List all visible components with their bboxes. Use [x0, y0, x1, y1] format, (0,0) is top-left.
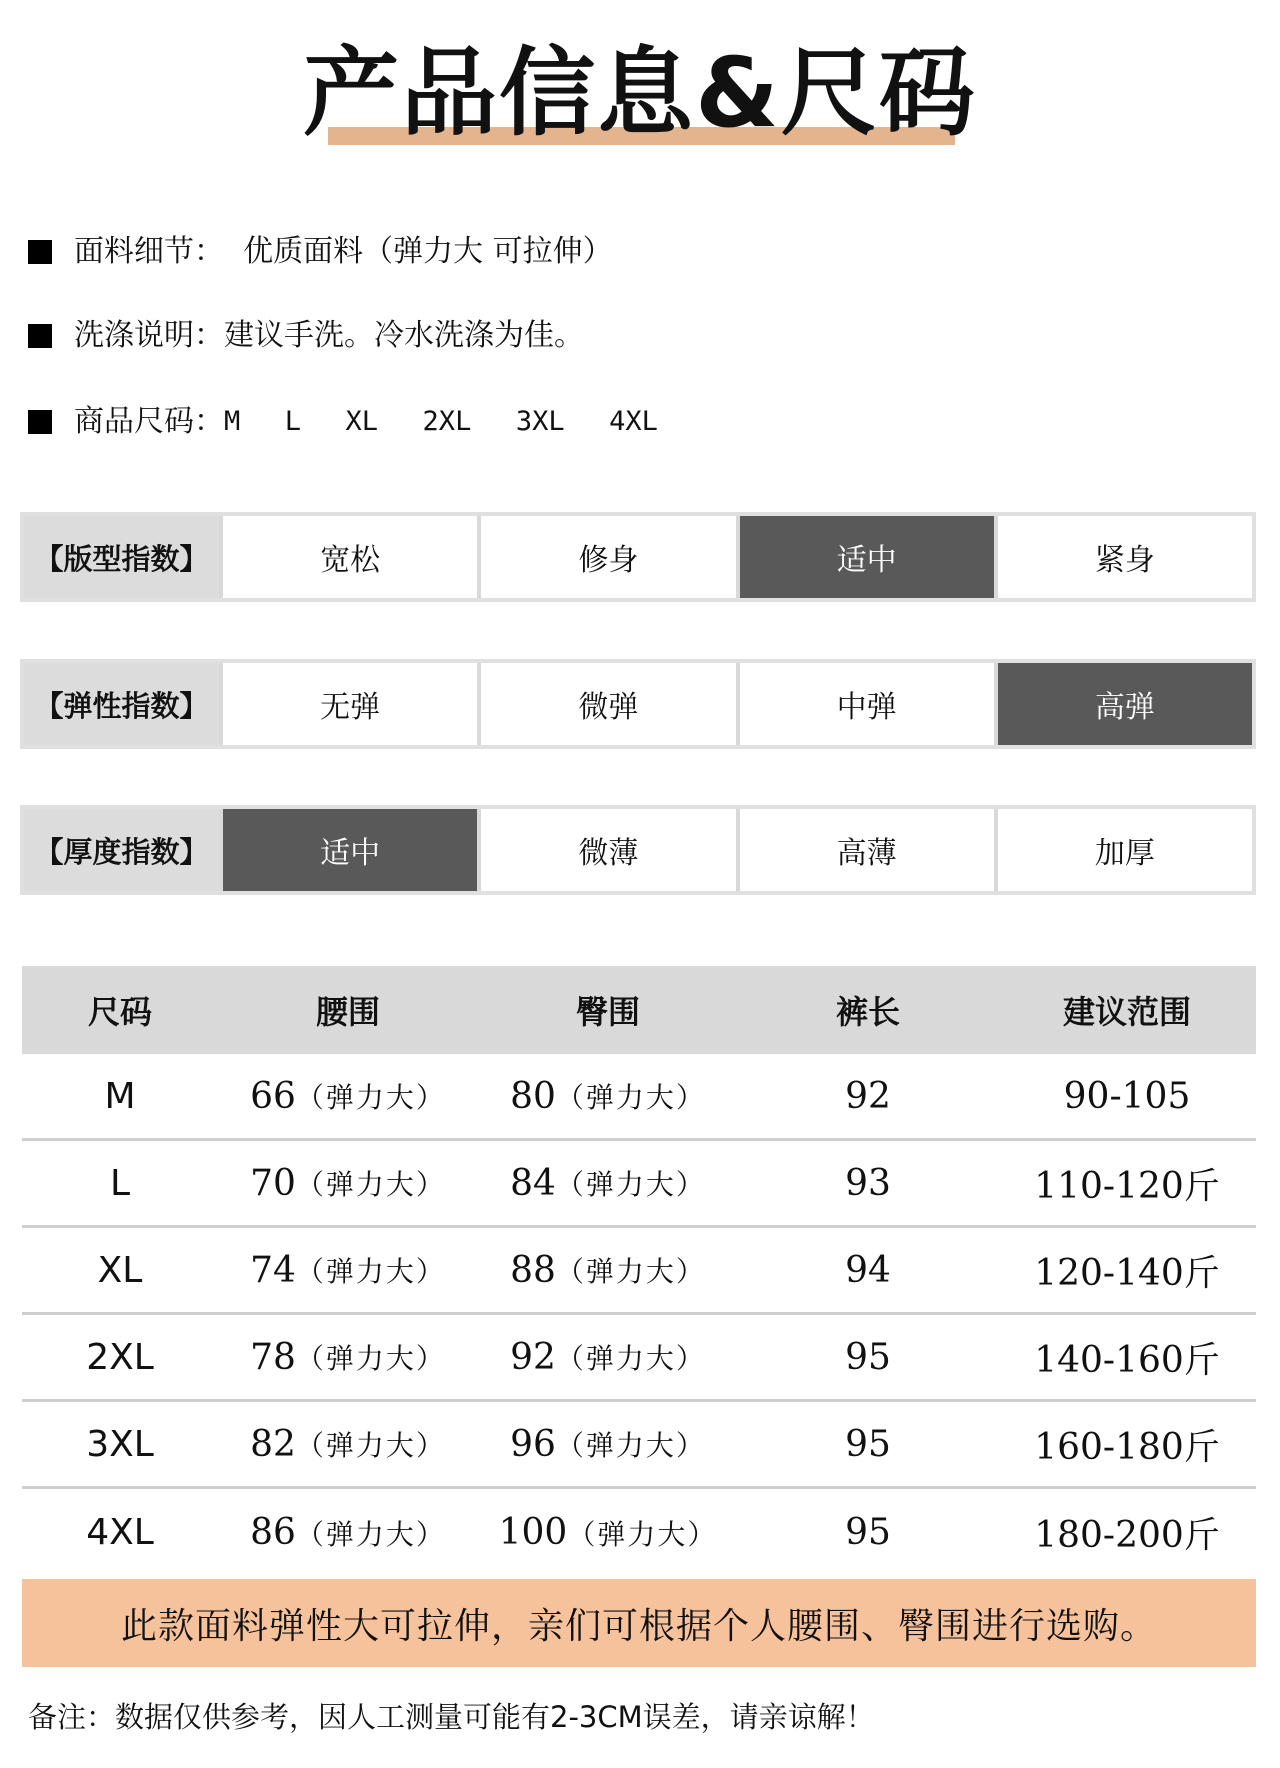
cell-length: 95	[845, 1512, 891, 1553]
cell-hip	[478, 1489, 738, 1576]
waist-value: 82	[250, 1423, 296, 1465]
fit-index-label: 【版型指数】	[24, 516, 219, 598]
cell-length: 95	[845, 1336, 891, 1378]
cell-length: 93	[845, 1162, 891, 1204]
cell-hip	[478, 1141, 738, 1225]
cell-range: 120-140斤	[1034, 1252, 1220, 1294]
waist-note: （弹力大）	[295, 1429, 446, 1462]
hip-note: （弹力大）	[555, 1429, 706, 1462]
cell-size: L	[109, 1162, 131, 1204]
waist-value: 70	[250, 1162, 296, 1204]
elasticity-option-none: 无弹	[219, 663, 477, 745]
waist-note: （弹力大）	[295, 1517, 446, 1551]
hip-value: 88	[510, 1249, 556, 1291]
elasticity-index-table	[20, 659, 1256, 749]
hip-note: （弹力大）	[555, 1342, 706, 1375]
waist-note: （弹力大）	[295, 1081, 446, 1114]
hip-note: （弹力大）	[555, 1081, 706, 1114]
table-row	[22, 1141, 1256, 1228]
cell-size: 3XL	[86, 1423, 154, 1465]
table-row	[22, 1402, 1256, 1489]
hip-value: 96	[510, 1423, 556, 1465]
header-size: 尺码	[87, 993, 152, 1031]
info-value: M L XL 2XL 3XL 4XL	[224, 406, 658, 437]
fit-index-table	[20, 512, 1256, 602]
cell-length: 94	[845, 1249, 891, 1291]
hip-note: （弹力大）	[555, 1255, 706, 1288]
hip-note: （弹力大）	[555, 1168, 706, 1201]
cell-waist	[218, 1402, 478, 1486]
thickness-option-thin: 高薄	[736, 809, 994, 891]
info-label: 面料细节：	[74, 234, 224, 269]
thickness-index-label: 【厚度指数】	[24, 809, 219, 891]
page-title: 产品信息&尺码	[303, 37, 977, 149]
elasticity-option-medium: 中弹	[736, 663, 994, 745]
cell-waist	[218, 1489, 478, 1576]
hip-value: 84	[510, 1162, 556, 1204]
fit-option-loose: 宽松	[219, 516, 477, 598]
info-value: 建议手洗。冷水洗涤为佳。	[224, 318, 584, 353]
waist-note: （弹力大）	[295, 1255, 446, 1288]
waist-value: 86	[250, 1512, 296, 1553]
square-bullet-icon	[28, 324, 52, 348]
elasticity-index-label: 【弹性指数】	[24, 663, 219, 745]
table-row	[22, 1228, 1256, 1315]
hip-value: 100	[498, 1512, 568, 1553]
cell-range: 160-180斤	[1034, 1426, 1220, 1468]
header-length: 裤长	[835, 993, 900, 1031]
cell-hip	[478, 1054, 738, 1138]
hip-value: 92	[510, 1336, 556, 1378]
elasticity-option-slight: 微弹	[477, 663, 735, 745]
fit-option-slim: 修身	[477, 516, 735, 598]
cell-range: 90-105	[1063, 1075, 1191, 1117]
square-bullet-icon	[28, 240, 52, 264]
cell-length: 92	[845, 1075, 891, 1117]
square-bullet-icon	[28, 410, 52, 434]
cell-length: 95	[845, 1423, 891, 1465]
waist-value: 74	[250, 1249, 296, 1291]
waist-value: 78	[250, 1336, 296, 1378]
thickness-option-moderate: 适中	[219, 809, 477, 891]
size-table-header	[22, 966, 1256, 1054]
header-waist: 腰围	[315, 993, 380, 1031]
cell-range: 110-120斤	[1034, 1165, 1220, 1207]
cell-waist	[218, 1054, 478, 1138]
cell-size: M	[104, 1075, 136, 1117]
cell-range: 180-200斤	[1034, 1515, 1220, 1556]
info-row-sizes	[28, 402, 658, 442]
table-row	[22, 1489, 1256, 1576]
cell-hip	[478, 1315, 738, 1399]
header-range: 建议范围	[1062, 993, 1191, 1031]
waist-value: 66	[250, 1075, 296, 1117]
cell-range: 140-160斤	[1034, 1339, 1220, 1381]
hip-note: （弹力大）	[567, 1517, 718, 1551]
footnote: 备注：数据仅供参考，因人工测量可能有2-3CM误差，请亲谅解！	[28, 1700, 875, 1734]
info-row-washing	[28, 316, 584, 356]
cell-waist	[218, 1228, 478, 1312]
waist-note: （弹力大）	[295, 1168, 446, 1201]
cell-size: XL	[97, 1249, 143, 1291]
thickness-option-slightly-thin: 微薄	[477, 809, 735, 891]
size-table	[22, 966, 1256, 1576]
fit-option-tight: 紧身	[994, 516, 1252, 598]
waist-note: （弹力大）	[295, 1342, 446, 1375]
cell-size: 4XL	[86, 1512, 154, 1553]
info-row-fabric	[28, 232, 613, 272]
elasticity-banner: 此款面料弹性大可拉伸，亲们可根据个人腰围、臀围进行选购。	[22, 1579, 1256, 1667]
thickness-index-table	[20, 805, 1256, 895]
elasticity-option-high: 高弹	[994, 663, 1252, 745]
cell-hip	[478, 1228, 738, 1312]
hip-value: 80	[510, 1075, 556, 1117]
table-row	[22, 1315, 1256, 1402]
cell-size: 2XL	[86, 1336, 154, 1378]
info-label: 洗涤说明：	[74, 318, 224, 353]
info-value: 优质面料（弹力大 可拉伸）	[224, 234, 613, 269]
cell-hip	[478, 1402, 738, 1486]
fit-option-regular: 适中	[736, 516, 994, 598]
table-row	[22, 1054, 1256, 1141]
header-hip: 臀围	[575, 993, 640, 1031]
thickness-option-thick: 加厚	[994, 809, 1252, 891]
info-label: 商品尺码：	[74, 404, 224, 439]
cell-waist	[218, 1141, 478, 1225]
cell-waist	[218, 1315, 478, 1399]
